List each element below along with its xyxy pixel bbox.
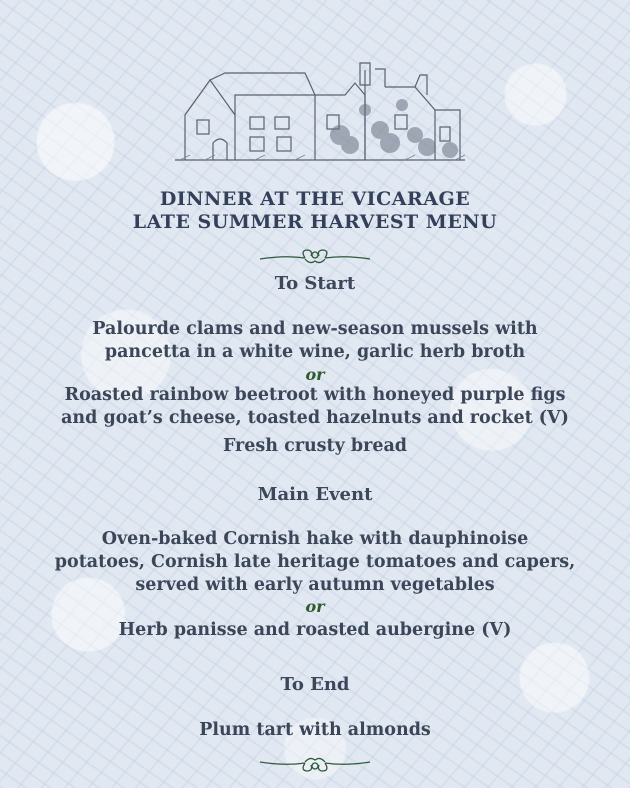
starter-option-1-line-1: Palourde clams and new-season mussels with (92, 319, 538, 339)
or-divider: or (305, 365, 325, 384)
main-option-2: Herb panisse and roasted aubergine (V) (118, 620, 512, 640)
main-option-1-line-2: potatoes, Cornish late heritage tomatoes and capers, (54, 552, 576, 572)
starters-heading: To Start (274, 273, 356, 294)
main-option-1-line-1: Oven-baked Cornish hake with dauphinoise (101, 529, 529, 549)
mains-heading: Main Event (257, 484, 373, 505)
main-option-1-line-3: served with early autumn vegetables (135, 575, 495, 595)
flourish-ornament (255, 752, 375, 774)
starter-option-2-line-2: and goat’s cheese, toasted hazelnuts and rocket (V) (61, 408, 569, 428)
or-divider: or (305, 597, 325, 616)
menu-title-line-2: LATE SUMMER HARVEST MENU (132, 211, 498, 233)
flourish-ornament (255, 246, 375, 268)
dessert-option-1: Plum tart with almonds (199, 720, 431, 740)
menu-title-line-1: DINNER AT THE VICARAGE (159, 188, 471, 210)
starter-option-1-line-2: pancetta in a white wine, garlic herb broth (104, 342, 526, 362)
starter-extra: Fresh crusty bread (222, 436, 408, 456)
starter-option-2-line-1: Roasted rainbow beetroot with honeyed purple figs (64, 385, 566, 405)
vicarage-illustration (165, 55, 475, 170)
dessert-heading: To End (280, 674, 350, 695)
